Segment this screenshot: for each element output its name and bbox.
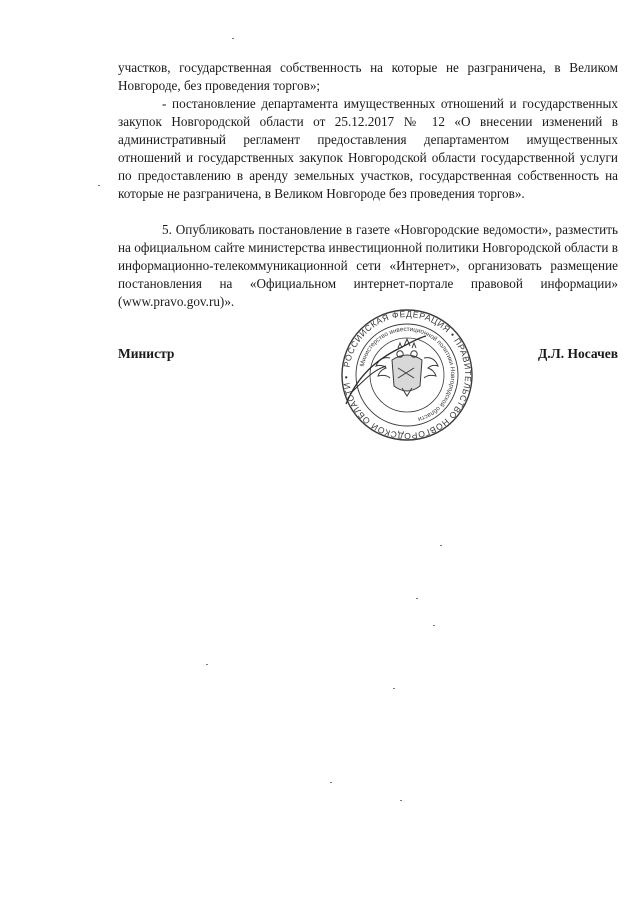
scan-speck (400, 800, 402, 801)
scan-speck (98, 185, 100, 186)
scan-speck (206, 664, 208, 665)
official-seal (340, 308, 474, 442)
scan-speck (416, 598, 418, 599)
scan-speck (232, 38, 234, 39)
coat-of-arms-icon (376, 339, 438, 396)
signature-title: Министр (118, 346, 175, 361)
scan-speck (440, 545, 442, 546)
scan-speck (330, 782, 332, 783)
paragraph-continuation: участков, государственная собственность на которые не разграничена, в Великом Новгороде, без проведения торгов»; (118, 60, 618, 94)
scan-speck (393, 688, 395, 689)
scan-speck (433, 625, 435, 626)
paragraph-regulation-item: - постановление департамента имущественных отношений и государственных закупок Новгородской области от 25.12.2017 № 12 «О внесении изменений в административный регламент предоставления департаментом имущественных отношений и государственных закупок Новгородской области государственной услуги по предоставлению в аренду земельных участков, государственная собственность на которые не разграничена, в Великом Новгороде без проведения торгов». (118, 96, 618, 202)
seal-outer-text: РОССИЙСКАЯ ФЕДЕРАЦИЯ • ПРАВИТЕЛЬСТВО НОВГОРОДСКОЙ ОБЛАСТИ • (340, 308, 474, 442)
seal-inner-text: Министерство инвестиционной политики Новгородской области (358, 325, 457, 423)
paragraph-publication-clause: 5. Опубликовать постановление в газете «Новгородские ведомости», разместить на официальном сайте министерства инвестиционной политики Новгородской области в информационно-телекоммуникационной сети «Интернет», организовать размещение постановления на «Официальном интернет-портале правовой информации» (www.pravo.gov.ru)». (118, 222, 618, 310)
signature-name: Д.Л. Носачев (538, 346, 618, 361)
